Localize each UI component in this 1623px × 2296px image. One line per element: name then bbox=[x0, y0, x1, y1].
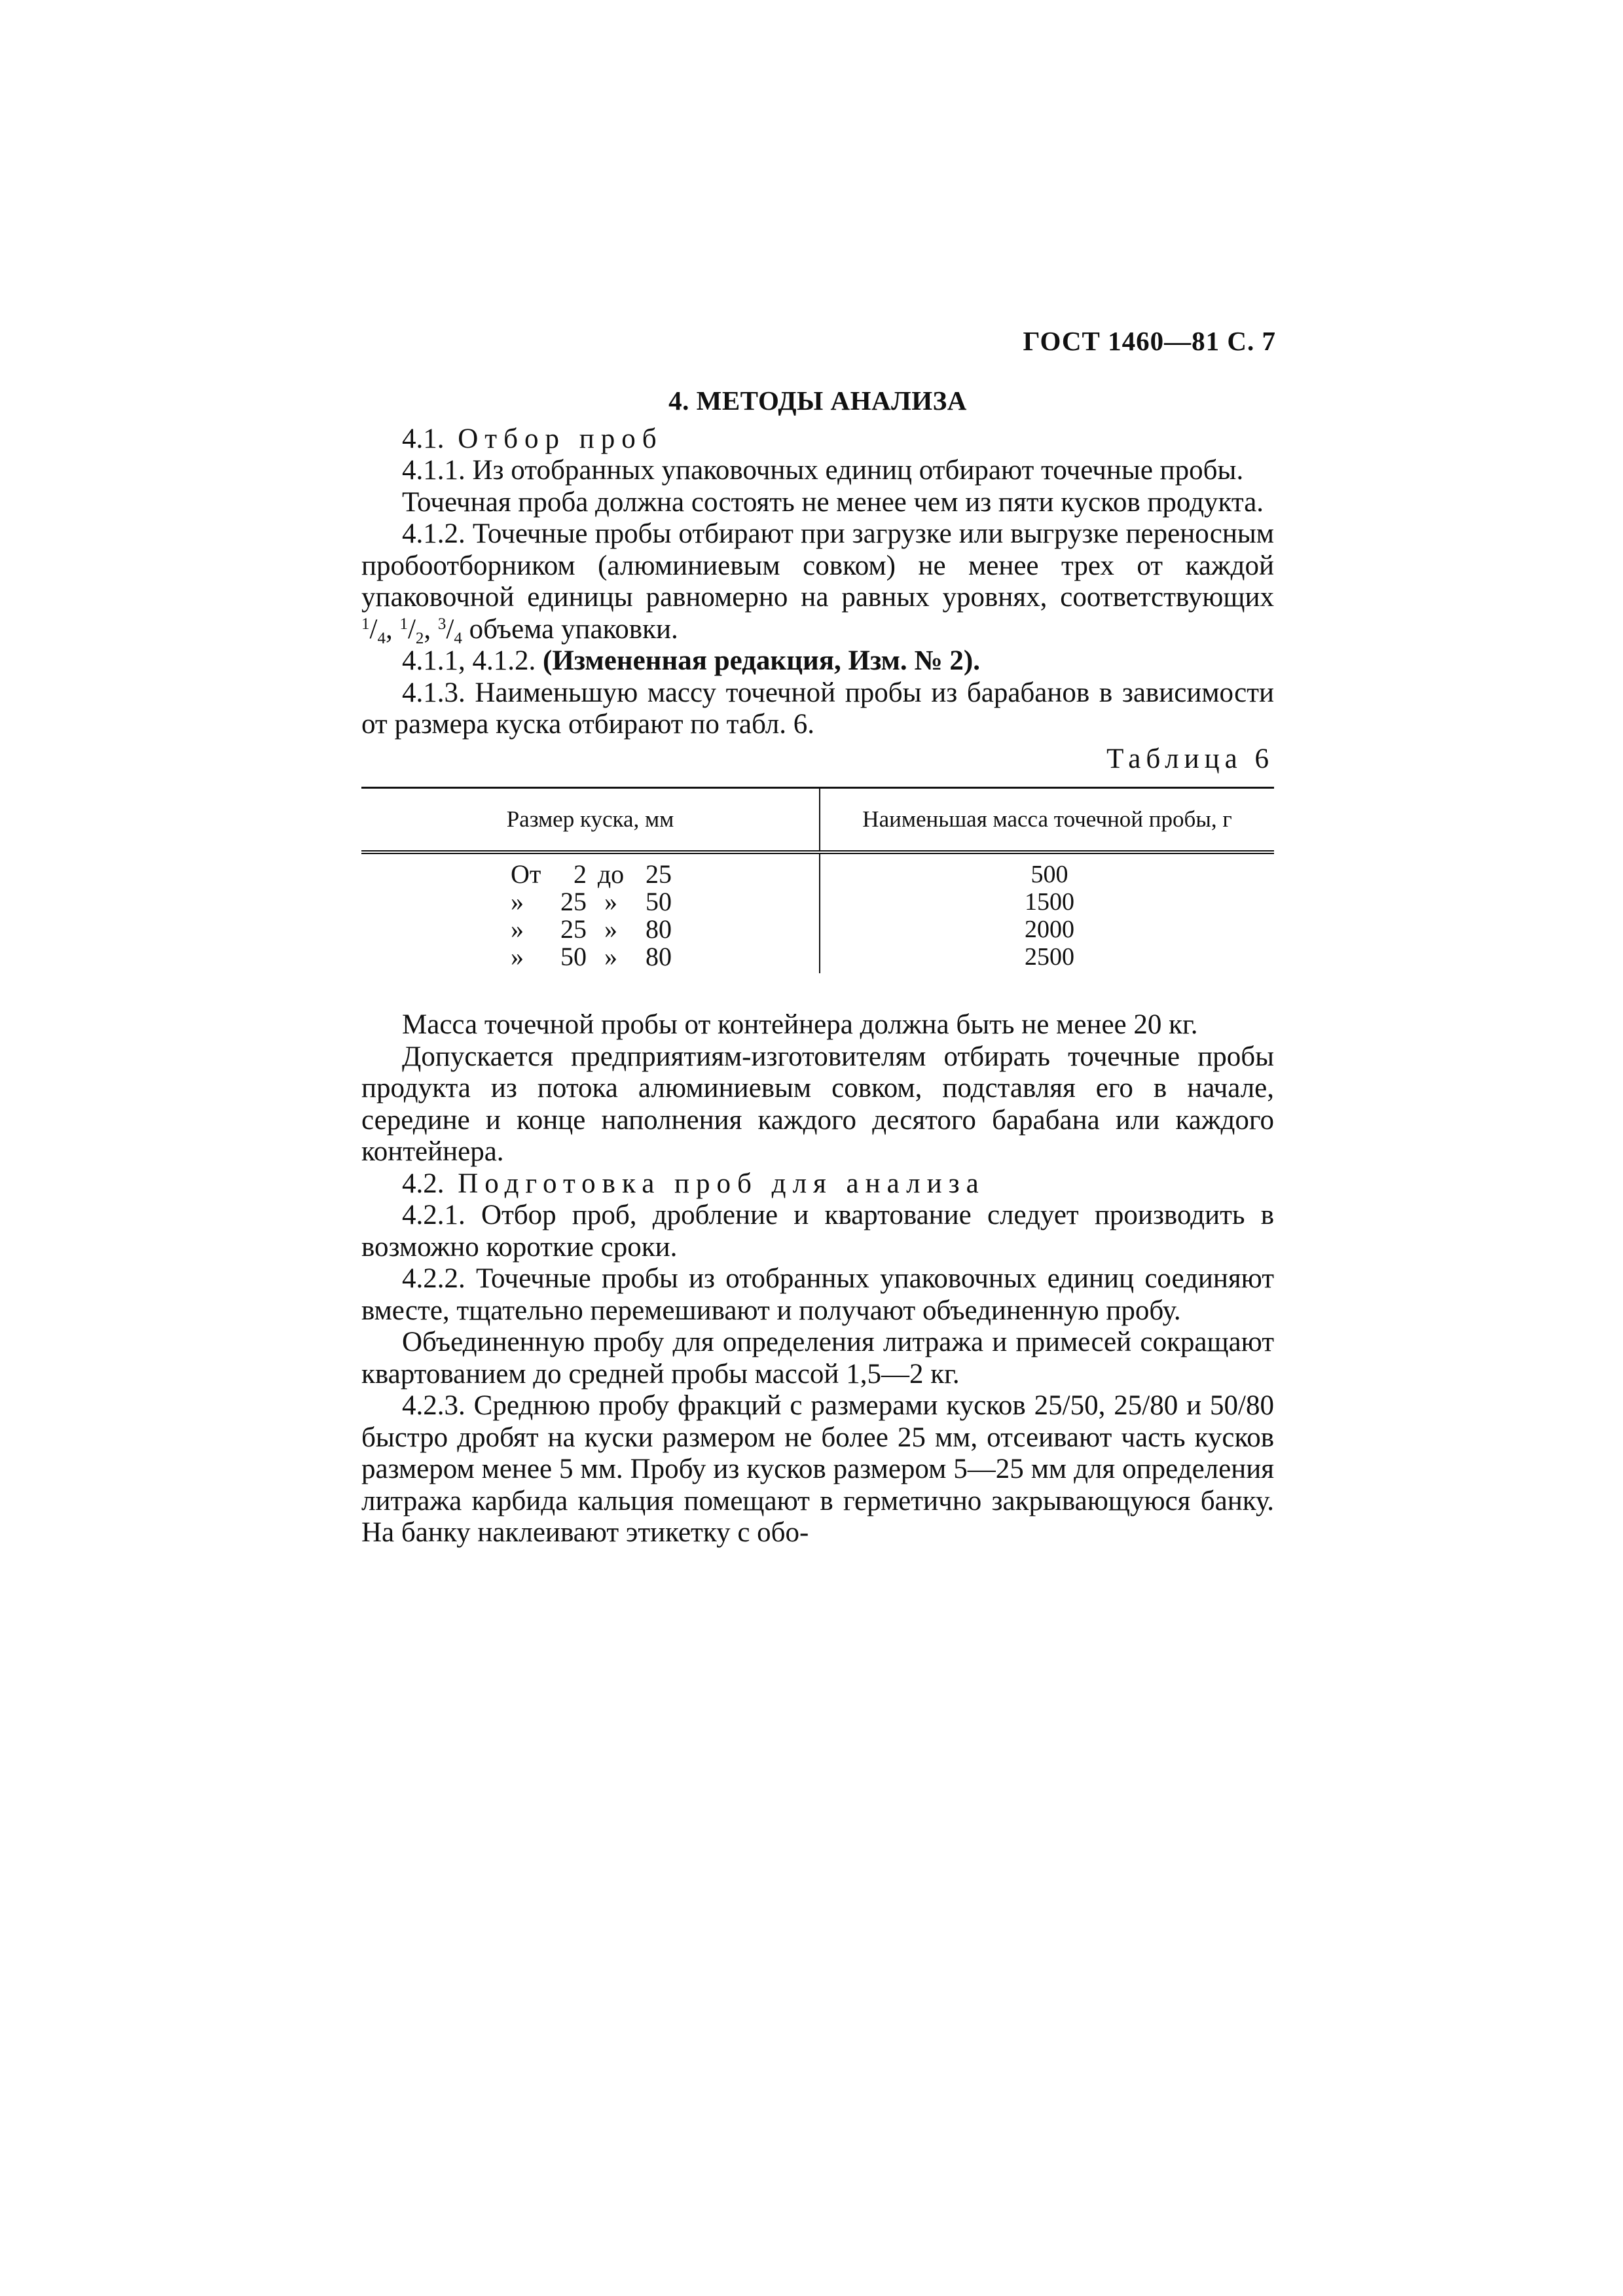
paragraph-4-1-1: 4.1.1. Из отобранных упаковочных единиц отбирают точечные пробы. bbox=[402, 455, 1244, 486]
table-header-row bbox=[361, 788, 1274, 853]
table-row bbox=[361, 852, 1274, 888]
mass-cell: 500 bbox=[1030, 861, 1068, 888]
subsection-title: Подготовка проб для анализа bbox=[458, 1168, 985, 1199]
mass-cell: 1500 bbox=[1025, 888, 1074, 916]
size-from: 25 bbox=[560, 914, 587, 944]
subsection-number: 4.1. bbox=[402, 423, 445, 454]
page-header: ГОСТ 1460—81 С. 7 bbox=[1023, 326, 1276, 356]
table-row bbox=[361, 916, 1274, 943]
subsection-heading-4-2 bbox=[361, 1168, 1274, 1200]
size-mid: до bbox=[597, 859, 625, 889]
size-mid: » bbox=[604, 887, 617, 916]
size-cell bbox=[361, 852, 820, 888]
size-to: 50 bbox=[646, 887, 672, 916]
table-row bbox=[361, 943, 1274, 973]
size-to: 80 bbox=[646, 914, 672, 944]
paragraph-4-1-2: 4.1.2. Точечные пробы отбирают при загрузке или выгрузке переносным пробоотборником (алюминиевым совком) не менее трех от каждой упаковочной единицы равномерно на равных уровнях, соответствующих $^1/_4$, $^1/_2$, $^3/_4$ объема упаковки. bbox=[361, 518, 1274, 647]
fraction-numerator: 1 bbox=[399, 615, 408, 633]
size-from: 50 bbox=[560, 942, 587, 971]
size-prefix: » bbox=[511, 942, 524, 971]
table-caption: Таблица 6 bbox=[1106, 743, 1274, 774]
paragraph-point-sample: Точечная проба должна состоять не менее чем из пяти кусков продукта. bbox=[402, 486, 1264, 518]
fraction-half: $^1/_2$ bbox=[399, 613, 424, 647]
amendment-note bbox=[361, 645, 1274, 677]
paragraph-4-2-1: 4.2.1. Отбор проб, дробление и квартование следует производить в возможно короткие сроки. bbox=[361, 1200, 1274, 1263]
mass-cell: 2000 bbox=[1025, 916, 1074, 943]
size-to: 25 bbox=[646, 859, 672, 889]
size-cell bbox=[361, 916, 820, 943]
size-prefix: » bbox=[511, 914, 524, 944]
paragraph-4-2-2: 4.2.2. Точечные пробы из отобранных упаковочных единиц соединяют вместе, тщательно перемешивают и получают объединенную пробу. bbox=[361, 1263, 1274, 1326]
subsection-heading-4-1 bbox=[361, 423, 1274, 456]
size-mid: » bbox=[604, 942, 617, 971]
table-6 bbox=[361, 787, 1274, 973]
size-to: 80 bbox=[646, 942, 672, 971]
mass-cell: 2500 bbox=[1025, 943, 1074, 971]
size-from: 25 bbox=[560, 887, 587, 916]
column-header-mass: Наименьшая масса точечной пробы, г bbox=[820, 788, 1274, 853]
paragraph-4-1-3: 4.1.3. Наименьшую массу точечной пробы из барабанов в зависимости от размера куска отбирают по табл. 6. bbox=[361, 677, 1274, 740]
fraction-denominator: 4 bbox=[377, 629, 386, 647]
size-cell bbox=[361, 943, 820, 973]
fraction-quarter: $^1/_4$ bbox=[361, 613, 386, 647]
fraction-numerator: 1 bbox=[361, 615, 370, 633]
amendment-bold: (Измененная редакция, Изм. № 2). bbox=[543, 645, 980, 676]
paragraph-allowed: Допускается предприятиям-изготовителям отбирать точечные пробы продукта из потока алюминиевым совком, подставляя его в начале, середине и конце наполнения каждого десятого барабана или каждого контейнера. bbox=[361, 1041, 1274, 1167]
size-from: 2 bbox=[574, 859, 587, 889]
table-row bbox=[361, 888, 1274, 916]
amendment-lead: 4.1.1, 4.1.2. bbox=[402, 645, 536, 676]
paragraph-container-mass: Масса точечной пробы от контейнера должна быть не менее 20 кг. bbox=[402, 1009, 1198, 1040]
paragraph-4-2-3: 4.2.3. Среднюю пробу фракций с размерами кусков 25/50, 25/80 и 50/80 быстро дробят на куски размером не более 25 мм, отсеивают часть кусков размером менее 5 мм. Пробу из кусков размером 5—25 мм для определения литража карбида кальция помещают в герметично закрывающуюся банку. На банку наклеивают этикетку с обо- bbox=[361, 1390, 1274, 1548]
fraction-denominator: 4 bbox=[454, 629, 462, 647]
size-mid: » bbox=[604, 914, 617, 944]
paragraph-text: 4.1.2. Точечные пробы отбирают при загрузке или выгрузке переносным пробоотборником (алюминиевым совком) не менее трех от каждой упаковочной единицы равномерно на равных уровнях, соответствующих bbox=[361, 518, 1274, 613]
subsection-title: Отбор проб bbox=[458, 423, 663, 454]
section-title: 4. МЕТОДЫ АНАЛИЗА bbox=[668, 386, 967, 416]
column-header-size: Размер куска, мм bbox=[361, 788, 820, 853]
size-prefix: От bbox=[511, 859, 541, 889]
paragraph-tail: объема упаковки. bbox=[469, 613, 678, 645]
subsection-number: 4.2. bbox=[402, 1168, 445, 1199]
fraction-numerator: 3 bbox=[437, 615, 447, 633]
fraction-denominator: 2 bbox=[415, 629, 424, 647]
paragraph-combined-sample: Объединенную пробу для определения литража и примесей сокращают квартованием до средней пробы массой 1,5—2 кг. bbox=[361, 1327, 1274, 1390]
size-cell bbox=[361, 888, 820, 916]
document-body bbox=[361, 385, 1274, 1549]
size-prefix: » bbox=[511, 887, 524, 916]
fraction-three-quarters: $^3/_4$ bbox=[437, 613, 462, 647]
